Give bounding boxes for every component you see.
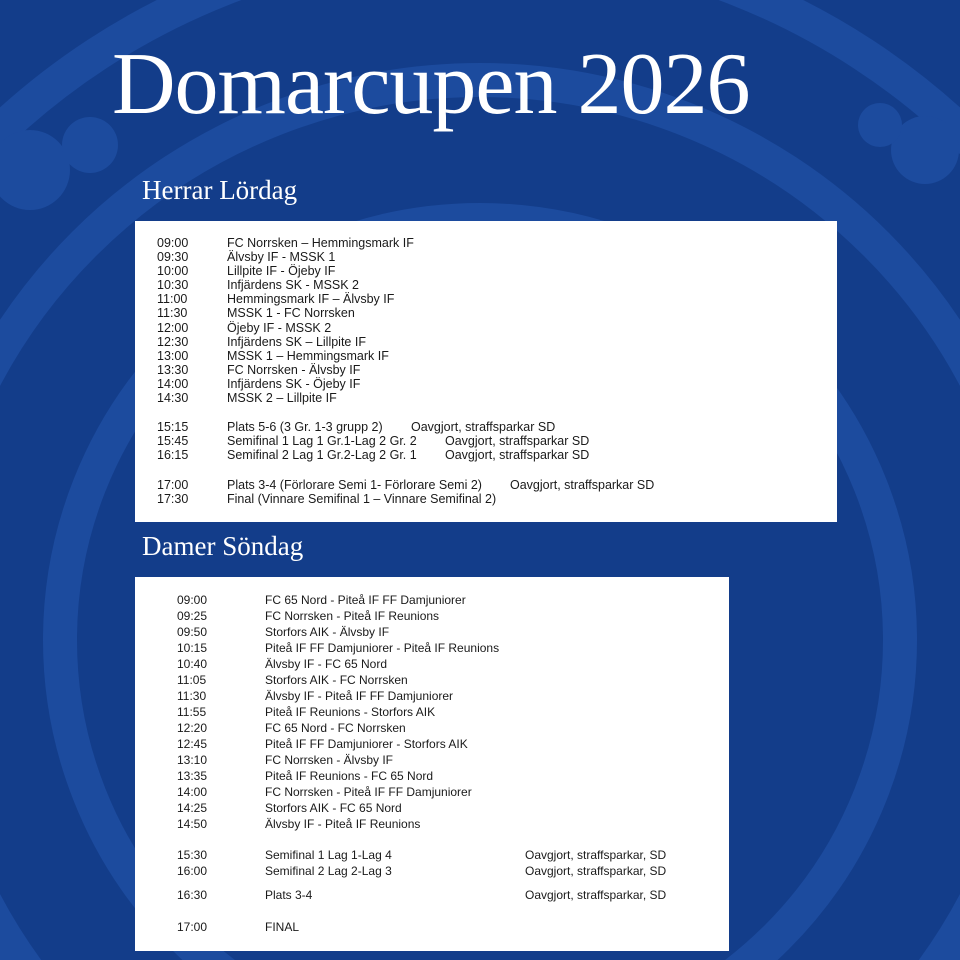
match-time: 16:30	[177, 888, 208, 902]
match-teams: Piteå IF FF Damjuniorer - Piteå IF Reunions	[265, 641, 500, 655]
match-note: Oavgjort, straffsparkar SD	[510, 478, 655, 492]
match-teams: Piteå IF Reunions - Storfors AIK	[265, 705, 436, 719]
match-teams: FC Norrsken – Hemmingsmark IF	[227, 236, 414, 250]
match-time: 12:00	[157, 321, 189, 335]
match-teams: Älvsby IF - MSSK 1	[227, 250, 336, 264]
match-teams: Infjärdens SK - Öjeby IF	[227, 377, 361, 391]
match-time: 11:00	[157, 292, 188, 306]
match-teams: FC 65 Nord - Piteå IF FF Damjuniorer	[265, 593, 466, 607]
match-time: 17:00	[177, 920, 208, 934]
match-time: 10:40	[177, 657, 208, 671]
match-note: Oavgjort, straffsparkar SD	[445, 434, 590, 448]
match-note: Oavgjort, straffsparkar, SD	[525, 888, 667, 902]
match-time: 11:05	[177, 673, 207, 687]
match-time: 12:20	[177, 721, 208, 735]
match-teams: MSSK 1 - FC Norrsken	[227, 306, 355, 320]
match-time: 10:15	[177, 641, 208, 655]
match-teams: Storfors AIK - FC 65 Nord	[265, 801, 402, 815]
match-time: 17:00	[157, 478, 189, 492]
match-teams: Älvsby IF - Piteå IF FF Damjuniorer	[265, 689, 454, 703]
match-time: 11:30	[177, 689, 207, 703]
match-teams: Infjärdens SK - MSSK 2	[227, 278, 360, 292]
match-time: 13:00	[157, 349, 189, 363]
match-time: 09:50	[177, 625, 208, 639]
match-teams: FC Norrsken - Älvsby IF	[265, 753, 394, 767]
match-teams: MSSK 1 – Hemmingsmark IF	[227, 349, 389, 363]
herrar-schedule-panel	[135, 221, 837, 522]
match-time: 17:30	[157, 492, 189, 506]
match-teams: FC Norrsken - Älvsby IF	[227, 363, 361, 377]
match-time: 14:25	[177, 801, 208, 815]
match-teams: Final (Vinnare Semifinal 1 – Vinnare Semifinal 2)	[227, 492, 497, 506]
match-teams: Hemmingsmark IF – Älvsby IF	[227, 292, 395, 306]
match-time: 13:35	[177, 769, 208, 783]
match-time: 09:00	[157, 236, 189, 250]
match-time: 14:30	[157, 391, 189, 405]
match-teams: Lillpite IF - Öjeby IF	[227, 264, 336, 278]
match-teams: Infjärdens SK – Lillpite IF	[227, 335, 366, 349]
match-teams: Älvsby IF - Piteå IF Reunions	[265, 817, 421, 831]
match-time: 09:25	[177, 609, 208, 623]
match-note: Oavgjort, straffsparkar, SD	[525, 864, 667, 878]
match-time: 16:15	[157, 448, 189, 462]
match-time: 15:45	[157, 434, 189, 448]
match-time: 09:30	[157, 250, 189, 264]
match-teams: Piteå IF Reunions - FC 65 Nord	[265, 769, 434, 783]
damer-heading: Damer Söndag	[142, 531, 304, 561]
match-time: 13:30	[157, 363, 189, 377]
match-teams: Älvsby IF - FC 65 Nord	[265, 657, 388, 671]
match-teams: FC 65 Nord - FC Norrsken	[265, 721, 406, 735]
match-time: 14:00	[157, 377, 189, 391]
match-teams: MSSK 2 – Lillpite IF	[227, 391, 337, 405]
damer-schedule-panel	[135, 577, 729, 951]
match-teams: Semifinal 2 Lag 1 Gr.2-Lag 2 Gr. 1	[227, 448, 417, 462]
match-time: 12:45	[177, 737, 208, 751]
page-title: Domarcupen 2026	[112, 36, 750, 133]
match-time: 09:00	[177, 593, 208, 607]
match-time: 13:10	[177, 753, 208, 767]
match-time: 14:00	[177, 785, 208, 799]
match-teams: Storfors AIK - Älvsby IF	[265, 625, 390, 639]
match-note: Oavgjort, straffsparkar SD	[445, 448, 590, 462]
match-note: Oavgjort, straffsparkar SD	[411, 420, 556, 434]
match-time: 11:55	[177, 705, 207, 719]
herrar-heading: Herrar Lördag	[142, 175, 298, 205]
match-teams: Öjeby IF - MSSK 2	[227, 321, 332, 335]
match-time: 15:15	[157, 420, 189, 434]
match-note: Oavgjort, straffsparkar, SD	[525, 848, 667, 862]
match-teams: Piteå IF FF Damjuniorer - Storfors AIK	[265, 737, 468, 751]
match-teams: FINAL	[265, 920, 300, 934]
match-time: 10:30	[157, 278, 189, 292]
match-teams: Semifinal 2 Lag 2-Lag 3	[265, 864, 392, 878]
match-teams: FC Norrsken - Piteå IF FF Damjuniorer	[265, 785, 472, 799]
match-teams: Plats 3-4	[265, 888, 313, 902]
match-teams: Semifinal 1 Lag 1-Lag 4	[265, 848, 392, 862]
match-time: 16:00	[177, 864, 208, 878]
match-teams: Storfors AIK - FC Norrsken	[265, 673, 408, 687]
match-time: 11:30	[157, 306, 188, 320]
match-teams: Plats 5-6 (3 Gr. 1-3 grupp 2)	[227, 420, 383, 434]
match-time: 14:50	[177, 817, 208, 831]
match-time: 10:00	[157, 264, 189, 278]
match-teams: FC Norrsken - Piteå IF Reunions	[265, 609, 440, 623]
match-teams: Semifinal 1 Lag 1 Gr.1-Lag 2 Gr. 2	[227, 434, 417, 448]
match-teams: Plats 3-4 (Förlorare Semi 1- Förlorare Semi 2)	[227, 478, 482, 492]
match-time: 12:30	[157, 335, 189, 349]
match-time: 15:30	[177, 848, 208, 862]
